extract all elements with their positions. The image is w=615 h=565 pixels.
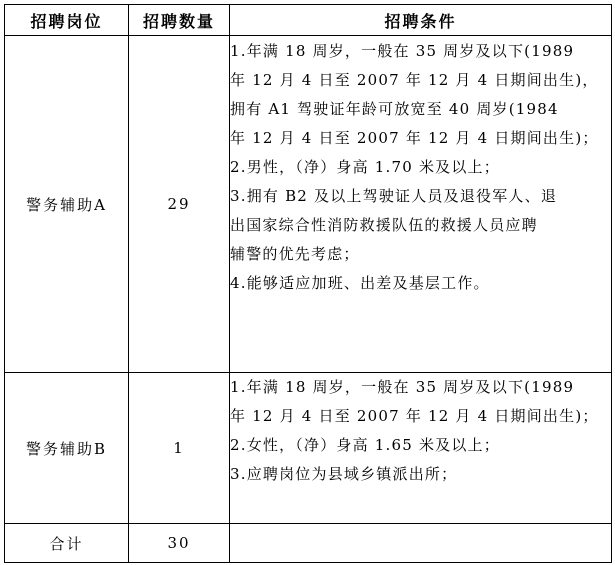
header-row (5, 5, 612, 36)
condition-line: 辅警的优先考虑； (230, 245, 360, 263)
table-row-total (5, 524, 612, 563)
conditions-list (230, 36, 611, 298)
condition-line: 拥有 A1 驾驶证年龄可放宽至 40 周岁(1984 (230, 100, 559, 118)
conditions-list (230, 373, 611, 489)
condition-line: 出国家综合性消防救援队伍的救援人员应聘 (230, 216, 538, 234)
condition-line: 年 12 月 4 日至 2007 年 12 月 4 日期间出生)， (230, 71, 599, 89)
condition-line: 3.应聘岗位为县域乡镇派出所； (230, 465, 458, 483)
total-count-cell: 30 (129, 524, 230, 563)
conditions-cell (230, 36, 612, 373)
position-cell: 警务辅助A (5, 36, 129, 373)
table-row-police-assistant-b (5, 373, 612, 524)
header-conditions: 招聘条件 (230, 5, 612, 36)
condition-line: 1.年满 18 周岁，一般在 35 周岁及以下(1989 (230, 378, 575, 396)
header-count: 招聘数量 (129, 5, 230, 36)
condition-line: 3.拥有 B2 及以上驾驶证人员及退役军人、退 (230, 187, 558, 205)
position-cell: 警务辅助B (5, 373, 129, 524)
table-row-police-assistant-a (5, 36, 612, 373)
condition-line: 年 12 月 4 日至 2007 年 12 月 4 日期间出生)； (230, 129, 599, 147)
total-empty-cell (230, 524, 612, 563)
header-position: 招聘岗位 (5, 5, 129, 36)
total-label-cell: 合计 (5, 524, 129, 563)
condition-line: 4.能够适应加班、出差及基层工作。 (230, 274, 490, 292)
count-cell: 1 (129, 373, 230, 524)
condition-line: 年 12 月 4 日至 2007 年 12 月 4 日期间出生)； (230, 407, 599, 425)
condition-line: 2.女性，（净）身高 1.65 米及以上； (230, 436, 500, 454)
recruitment-table (4, 4, 612, 563)
condition-line: 2.男性，（净）身高 1.70 米及以上； (230, 158, 500, 176)
condition-line: 1.年满 18 周岁，一般在 35 周岁及以下(1989 (230, 42, 575, 60)
count-cell: 29 (129, 36, 230, 373)
conditions-cell (230, 373, 612, 524)
